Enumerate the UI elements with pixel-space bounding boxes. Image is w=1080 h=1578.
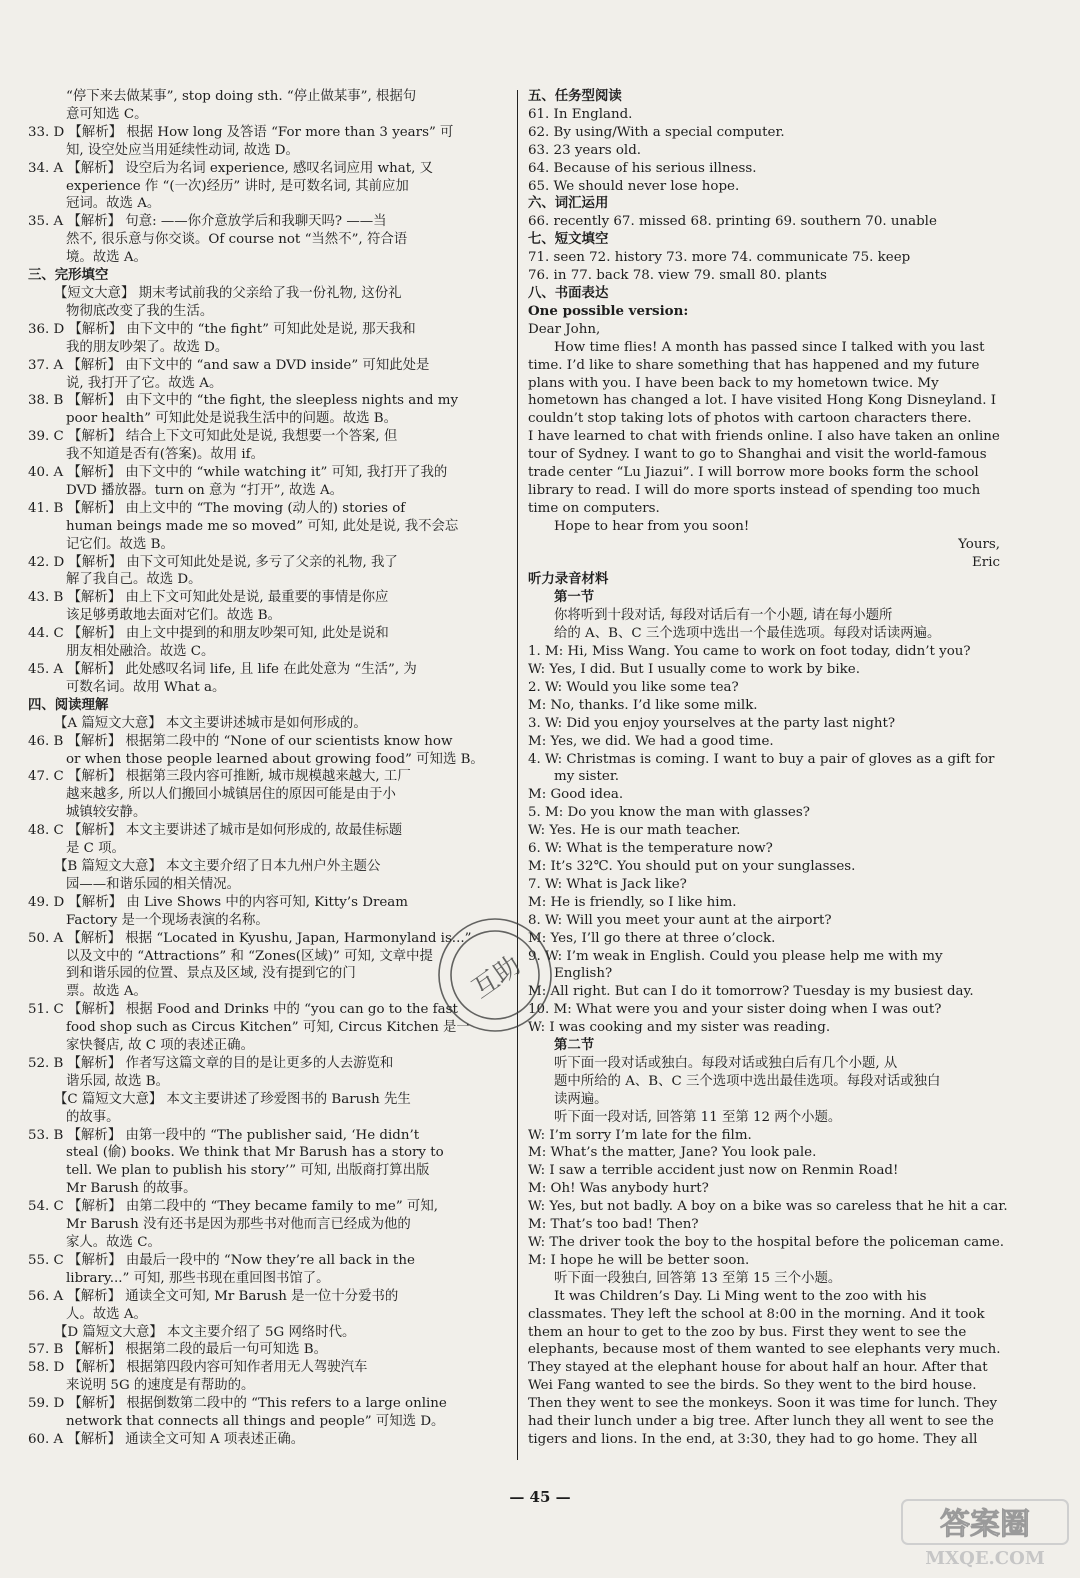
right-column-line: M: Good idea. [528, 787, 624, 803]
right-column-line: 听下面一段对话, 回答第 11 至第 12 两个小题。 [554, 1109, 842, 1125]
right-column-line: 1. M: Hi, Miss Wang. You came to work on foot today, didn’t you? [528, 644, 971, 660]
right-column-line: elephants, because most of them wanted to see elephants very much. [528, 1342, 1001, 1358]
left-column-line: 34. A 【解析】 设空后为名词 experience, 感叹名词应用 what, 又 [28, 160, 433, 176]
right-column-line: 62. By using/With a special computer. [528, 124, 785, 140]
left-column-line: 56. A 【解析】 通读全文可知, Mr Barush 是一位十分爱书的 [28, 1288, 399, 1304]
left-column-line: 59. D 【解析】 根据倒数第二段中的 “This refers to a large online [28, 1396, 447, 1412]
right-column-line: 2. W: Would you like some tea? [528, 679, 739, 695]
left-column-line: 45. A 【解析】 此处感叹名词 life, 且 life 在此处意为 “生活”, 为 [28, 662, 417, 677]
left-column-line: Factory 是一个现场表演的名称。 [66, 912, 269, 928]
left-column-line: 说, 我打开了它。故选 A。 [66, 375, 223, 391]
left-column-line: 冠词。故选 A。 [66, 196, 161, 212]
right-column-line: 五、任务型阅读 [528, 88, 622, 104]
left-column-line: tell. We plan to publish his story’” 可知, 出版商打算出版 [66, 1163, 430, 1179]
right-column-line: W: Yes. He is our math teacher. [528, 823, 741, 839]
left-column-line: 35. A 【解析】 句意: ——你介意放学后和我聊天吗? ——当 [28, 214, 387, 230]
left-column-line: 物彻底改变了我的生活。 [66, 303, 214, 319]
left-column-line: 意可知选 C。 [66, 106, 148, 122]
left-column-line: 到和谐乐园的位置、景点及区域, 没有提到它的门 [66, 966, 356, 982]
right-column-line: English? [554, 966, 613, 982]
right-column-line: M: No, thanks. I’d like some milk. [528, 697, 758, 713]
left-column-line: 【D 篇短文大意】 本文主要介绍了 5G 网络时代。 [54, 1324, 356, 1340]
left-column-line: 38. B 【解析】 由下文中的 “the fight, the sleepless nights and my [28, 393, 459, 409]
right-column-line: library to read. I will do more sports instead of spending too much [528, 482, 981, 498]
left-column-line: 我的朋友吵架了。故选 D。 [66, 339, 229, 355]
right-column-line: M: What’s the matter, Jane? You look pale. [528, 1145, 817, 1161]
right-column-line: couldn’t stop taking lots of photos with cartoon characters there. [528, 411, 972, 427]
right-column-line: 4. W: Christmas is coming. I want to buy a pair of gloves as a gift for [528, 751, 995, 767]
left-column-line: Mr Barush 没有还书是因为那些书对他而言已经成为他的 [66, 1217, 411, 1233]
right-column-line: M: Yes, I’ll go there at three o’clock. [528, 930, 776, 946]
left-column-line: 来说明 5G 的速度是有帮助的。 [66, 1378, 255, 1394]
right-column-line: 6. W: What is the temperature now? [528, 841, 773, 857]
page-number: — 45 — [509, 1488, 571, 1506]
right-column-line: They stayed at the elephant house for about half an hour. After that [528, 1360, 988, 1376]
left-column-line: 三、完形填空 [28, 267, 109, 284]
left-column-line: 越来越多, 所以人们搬回小城镇居住的原因可能是由于小 [66, 787, 396, 803]
right-column-line: M: He is friendly, so I like him. [528, 894, 737, 910]
right-column-line: 7. W: What is Jack like? [528, 876, 687, 892]
right-column-line: Wei Fang wanted to see the birds. So they went to the bird house. [528, 1378, 977, 1394]
left-column [28, 88, 512, 1449]
right-column-line: W: I saw a terrible accident just now on Renmin Road! [528, 1163, 899, 1179]
left-column-line: 42. D 【解析】 由下文可知此处是说, 多亏了父亲的礼物, 我了 [28, 554, 398, 570]
left-column-line: 54. C 【解析】 由第二段中的 “They became family to me” 可知, [28, 1199, 438, 1215]
right-column-line: M: That’s too bad! Then? [528, 1217, 699, 1233]
right-column-line: classmates. They left the school at 8:00 in the morning. And it took [528, 1306, 985, 1322]
left-column-line: network that connects all things and people” 可知选 D。 [66, 1414, 445, 1430]
left-column-line: 是 C 项。 [66, 841, 125, 857]
right-column-line: M: I hope he will be better soon. [528, 1252, 750, 1268]
right-column-line: 8. W: Will you meet your aunt at the airport? [528, 912, 832, 928]
right-column-line: 七、短文填空 [528, 231, 609, 248]
right-column-line: 第二节 [554, 1037, 595, 1054]
right-column-line: 63. 23 years old. [528, 142, 642, 158]
stamp-watermark [420, 900, 570, 1050]
left-column-line: 【C 篇短文大意】 本文主要讲述了珍爱图书的 Barush 先生 [54, 1091, 411, 1107]
right-column-line: 61. In England. [528, 106, 633, 122]
right-column-line: 八、书面表达 [528, 284, 609, 301]
right-column-line: W: The driver took the boy to the hospital before the policeman came. [528, 1235, 1005, 1250]
right-column-line: 题中所给的 A、B、C 三个选项中选出最佳选项。每段对话或独白 [554, 1073, 941, 1089]
right-column-line: Dear John, [528, 321, 601, 337]
right-column-line: 听下面一段独白, 回答第 13 至第 15 三个小题。 [554, 1270, 842, 1286]
right-column-line: M: It’s 32℃. You should put on your sunglasses. [528, 858, 856, 874]
right-column-line: hometown has changed a lot. I have visited Hong Kong Disneyland. I [528, 393, 997, 409]
right-column-line: 9. W: I’m weak in English. Could you please help me with my [528, 948, 943, 964]
right-column-line: W: I was cooking and my sister was reading. [528, 1020, 831, 1036]
left-column-line: 朋友相处融洽。故选 C。 [66, 644, 215, 660]
left-column-line: 48. C 【解析】 本文主要讲述了城市是如何形成的, 故最佳标题 [28, 823, 403, 839]
left-column-line: poor health” 可知此处是说我生活中的问题。故选 B。 [66, 411, 398, 427]
left-column-line: 家快餐店, 故 C 项的表述正确。 [66, 1038, 254, 1054]
left-column-line: 境。故选 A。 [66, 250, 147, 266]
right-column-line: 你将听到十段对话, 每段对话后有一个小题, 请在每小题所 [554, 608, 893, 624]
right-column-line: W: Yes, I did. But I usually come to work by bike. [528, 662, 860, 677]
left-column-line: 该足够勇敢地去面对它们。故选 B。 [66, 608, 281, 624]
right-column-line: 66. recently 67. missed 68. printing 69. southern 70. unable [528, 214, 937, 230]
right-column-line: M: Oh! Was anybody hurt? [528, 1181, 709, 1197]
right-column-line: 64. Because of his serious illness. [528, 160, 757, 176]
right-column-line: One possible version: [528, 302, 689, 319]
right-column-line: 给的 A、B、C 三个选项中选出一个最佳选项。每段对话读两遍。 [554, 626, 941, 642]
left-column-line: 城镇较安静。 [66, 805, 147, 821]
left-column-line: steal (偷) books. We think that Mr Barush has a story to [66, 1145, 444, 1161]
right-column-line: 3. W: Did you enjoy yourselves at the party last night? [528, 715, 896, 731]
left-column-line: 的故事。 [66, 1109, 120, 1125]
left-column-line: 39. C 【解析】 结合上下文可知此处是说, 我想要一个答案, 但 [28, 429, 398, 445]
left-column-line: DVD 播放器。turn on 意为 “打开”, 故选 A。 [66, 482, 344, 498]
right-column-line: Then they went to see the monkeys. Soon it was time for lunch. They [528, 1396, 998, 1412]
left-column-line: 57. B 【解析】 根据第二段的最后一句可知选 B。 [28, 1342, 328, 1358]
right-column-line: W: I’m sorry I’m late for the film. [528, 1127, 752, 1143]
left-column-line: “停下来去做某事”, stop doing sth. “停止做某事”, 根据句 [66, 89, 417, 104]
right-column-line: trade center “Lu Jiazui”. I will borrow more books form the school [528, 465, 979, 481]
right-column-line: 第一节 [554, 589, 595, 606]
left-column-line: 人。故选 A。 [66, 1306, 147, 1322]
right-column [528, 88, 1008, 1449]
right-column-line: 5. M: Do you know the man with glasses? [528, 805, 810, 821]
left-column-line: 47. C 【解析】 根据第三段内容可推断, 城市规模越来越大, 工厂 [28, 769, 411, 785]
left-column-line: 46. B 【解析】 根据第二段中的 “None of our scientists know how [28, 733, 453, 749]
right-column-line: M: Yes, we did. We had a good time. [528, 733, 774, 749]
right-column-line: time. I’d like to share something that has happened and my future [528, 357, 980, 373]
logo-url: MXQE.COM [925, 1548, 1045, 1569]
left-column-line: 知, 设空处应当用延续性动词, 故选 D。 [66, 142, 299, 158]
right-column-line: M: All right. But can I do it tomorrow? Tuesday is my busiest day. [528, 984, 974, 1000]
left-column-line: 51. C 【解析】 根据 Food and Drinks 中的 “you can go to the fast [28, 1002, 458, 1018]
right-column-line: had their lunch under a big tree. After lunch they all went to see the [528, 1414, 994, 1430]
left-column-line: library...” 可知, 那些书现在重回图书馆了。 [66, 1270, 330, 1286]
right-column-line: 76. in 77. back 78. view 79. small 80. plants [528, 268, 827, 284]
left-column-line: 36. D 【解析】 由下文中的 “the fight” 可知此处是说, 那天我和 [28, 321, 416, 337]
site-logo [900, 1498, 1070, 1570]
right-column-line: them an hour to get to the zoo by bus. First they went to see the [528, 1324, 967, 1340]
right-column-line: 读两遍。 [554, 1091, 608, 1107]
right-column-line: 听下面一段对话或独白。每段对话或独白后有几个小题, 从 [554, 1055, 898, 1071]
left-column-line: 谐乐园, 故选 B。 [66, 1073, 169, 1089]
right-column-line: time on computers. [528, 500, 660, 516]
logo-text: 答案圈 [940, 1507, 1030, 1542]
right-column-line: Hope to hear from you soon! [554, 518, 750, 534]
left-column-line: 【短文大意】 期末考试前我的父亲给了我一份礼物, 这份礼 [54, 285, 402, 301]
left-column-line: food shop such as Circus Kitchen” 可知, Circus Kitchen 是一 [66, 1020, 470, 1036]
left-column-line: 40. A 【解析】 由下文中的 “while watching it” 可知, 我打开了我的 [28, 465, 448, 481]
left-column-line: 【A 篇短文大意】 本文主要讲述城市是如何形成的。 [54, 715, 367, 731]
left-column-line: 60. A 【解析】 通读全文可知 A 项表述正确。 [28, 1431, 305, 1447]
right-column-line: 65. We should never lose hope. [528, 178, 740, 194]
left-column-line: 家人。故选 C。 [66, 1235, 161, 1250]
left-column-line: 解了我自己。故选 D。 [66, 572, 202, 588]
left-column-line: 33. D 【解析】 根据 How long 及答语 “For more than 3 years” 可 [28, 124, 454, 140]
left-column-line: human beings made me so moved” 可知, 此处是说, 我不会忘 [66, 518, 459, 534]
left-column-line: 53. B 【解析】 由第一段中的 “The publisher said, ‘He didn’t [28, 1127, 420, 1143]
left-column-line: 以及文中的 “Attractions” 和 “Zones(区域)” 可知, 文章中提 [66, 948, 433, 964]
left-column-line: 44. C 【解析】 由上文中提到的和朋友吵架可知, 此处是说和 [28, 626, 389, 642]
right-column-line: Yours, [958, 536, 1000, 552]
right-column-line: W: Yes, but not badly. A boy on a bike was so careless that he hit a car. [528, 1199, 1008, 1215]
right-column-line: 六、词汇运用 [528, 195, 609, 212]
left-column-line: 41. B 【解析】 由上文中的 “The moving (动人的) stories of [28, 500, 406, 516]
left-column-line: 52. B 【解析】 作者写这篇文章的目的是让更多的人去游览和 [28, 1055, 394, 1071]
left-column-line: 可数名词。故用 What a。 [66, 679, 226, 695]
stamp-text: 互助 [466, 950, 527, 1005]
left-column-line: 【B 篇短文大意】 本文主要介绍了日本九州户外主题公 [54, 858, 381, 874]
left-column-line: 然不, 很乐意与你交谈。Of course not “当然不”, 符合语 [66, 232, 408, 248]
left-column-line: 49. D 【解析】 由 Live Shows 中的内容可知, Kitty’s Dream [28, 894, 408, 910]
left-column-line: experience 作 “(一次)经历” 讲时, 是可数名词, 其前应加 [66, 178, 409, 194]
left-column-line: 58. D 【解析】 根据第四段内容可知作者用无人驾驶汽车 [28, 1360, 368, 1376]
right-column-line: 听力录音材料 [528, 571, 609, 588]
right-column-line: 71. seen 72. history 73. more 74. communicate 75. keep [528, 250, 911, 266]
right-column-line: my sister. [554, 769, 620, 785]
left-column-line: 票。故选 A。 [66, 984, 147, 1000]
left-column-line: 我不知道是否有(答案)。故用 if。 [66, 447, 265, 463]
column-divider [517, 90, 518, 1460]
left-column-line: 55. C 【解析】 由最后一段中的 “Now they’re all back in the [28, 1252, 415, 1268]
left-column-line: Mr Barush 的故事。 [66, 1181, 197, 1197]
left-column-line: 43. B 【解析】 由上下文可知此处是说, 最重要的事情是你应 [28, 590, 389, 606]
left-column-line: or when those people learned about growing food” 可知选 B。 [66, 751, 484, 767]
right-column-line: Eric [972, 554, 1000, 570]
right-column-line: 10. M: What were you and your sister doing when I was out? [528, 1002, 942, 1018]
right-column-line: plans with you. I have been back to my hometown twice. My [528, 375, 939, 391]
right-column-line: I have learned to chat with friends online. I also have taken an online [528, 429, 1000, 445]
left-column-line: 50. A 【解析】 根据 “Located in Kyushu, Japan, Harmonyland is...” [28, 930, 472, 946]
left-column-line: 37. A 【解析】 由下文中的 “and saw a DVD inside” 可知此处是 [28, 357, 430, 373]
left-column-line: 四、阅读理解 [28, 696, 109, 713]
left-column-line: 记它们。故选 B。 [66, 536, 174, 552]
right-column-line: tour of Sydney. I want to go to Shanghai and visit the world-famous [528, 447, 987, 463]
left-column-line: 园——和谐乐园的相关情况。 [66, 876, 241, 892]
right-column-line: tigers and lions. In the end, at 3:30, they had to go home. They all [528, 1431, 978, 1447]
right-column-line: How time flies! A month has passed since I talked with you last [554, 339, 985, 355]
right-column-line: It was Children’s Day. Li Ming went to the zoo with his [554, 1288, 927, 1304]
